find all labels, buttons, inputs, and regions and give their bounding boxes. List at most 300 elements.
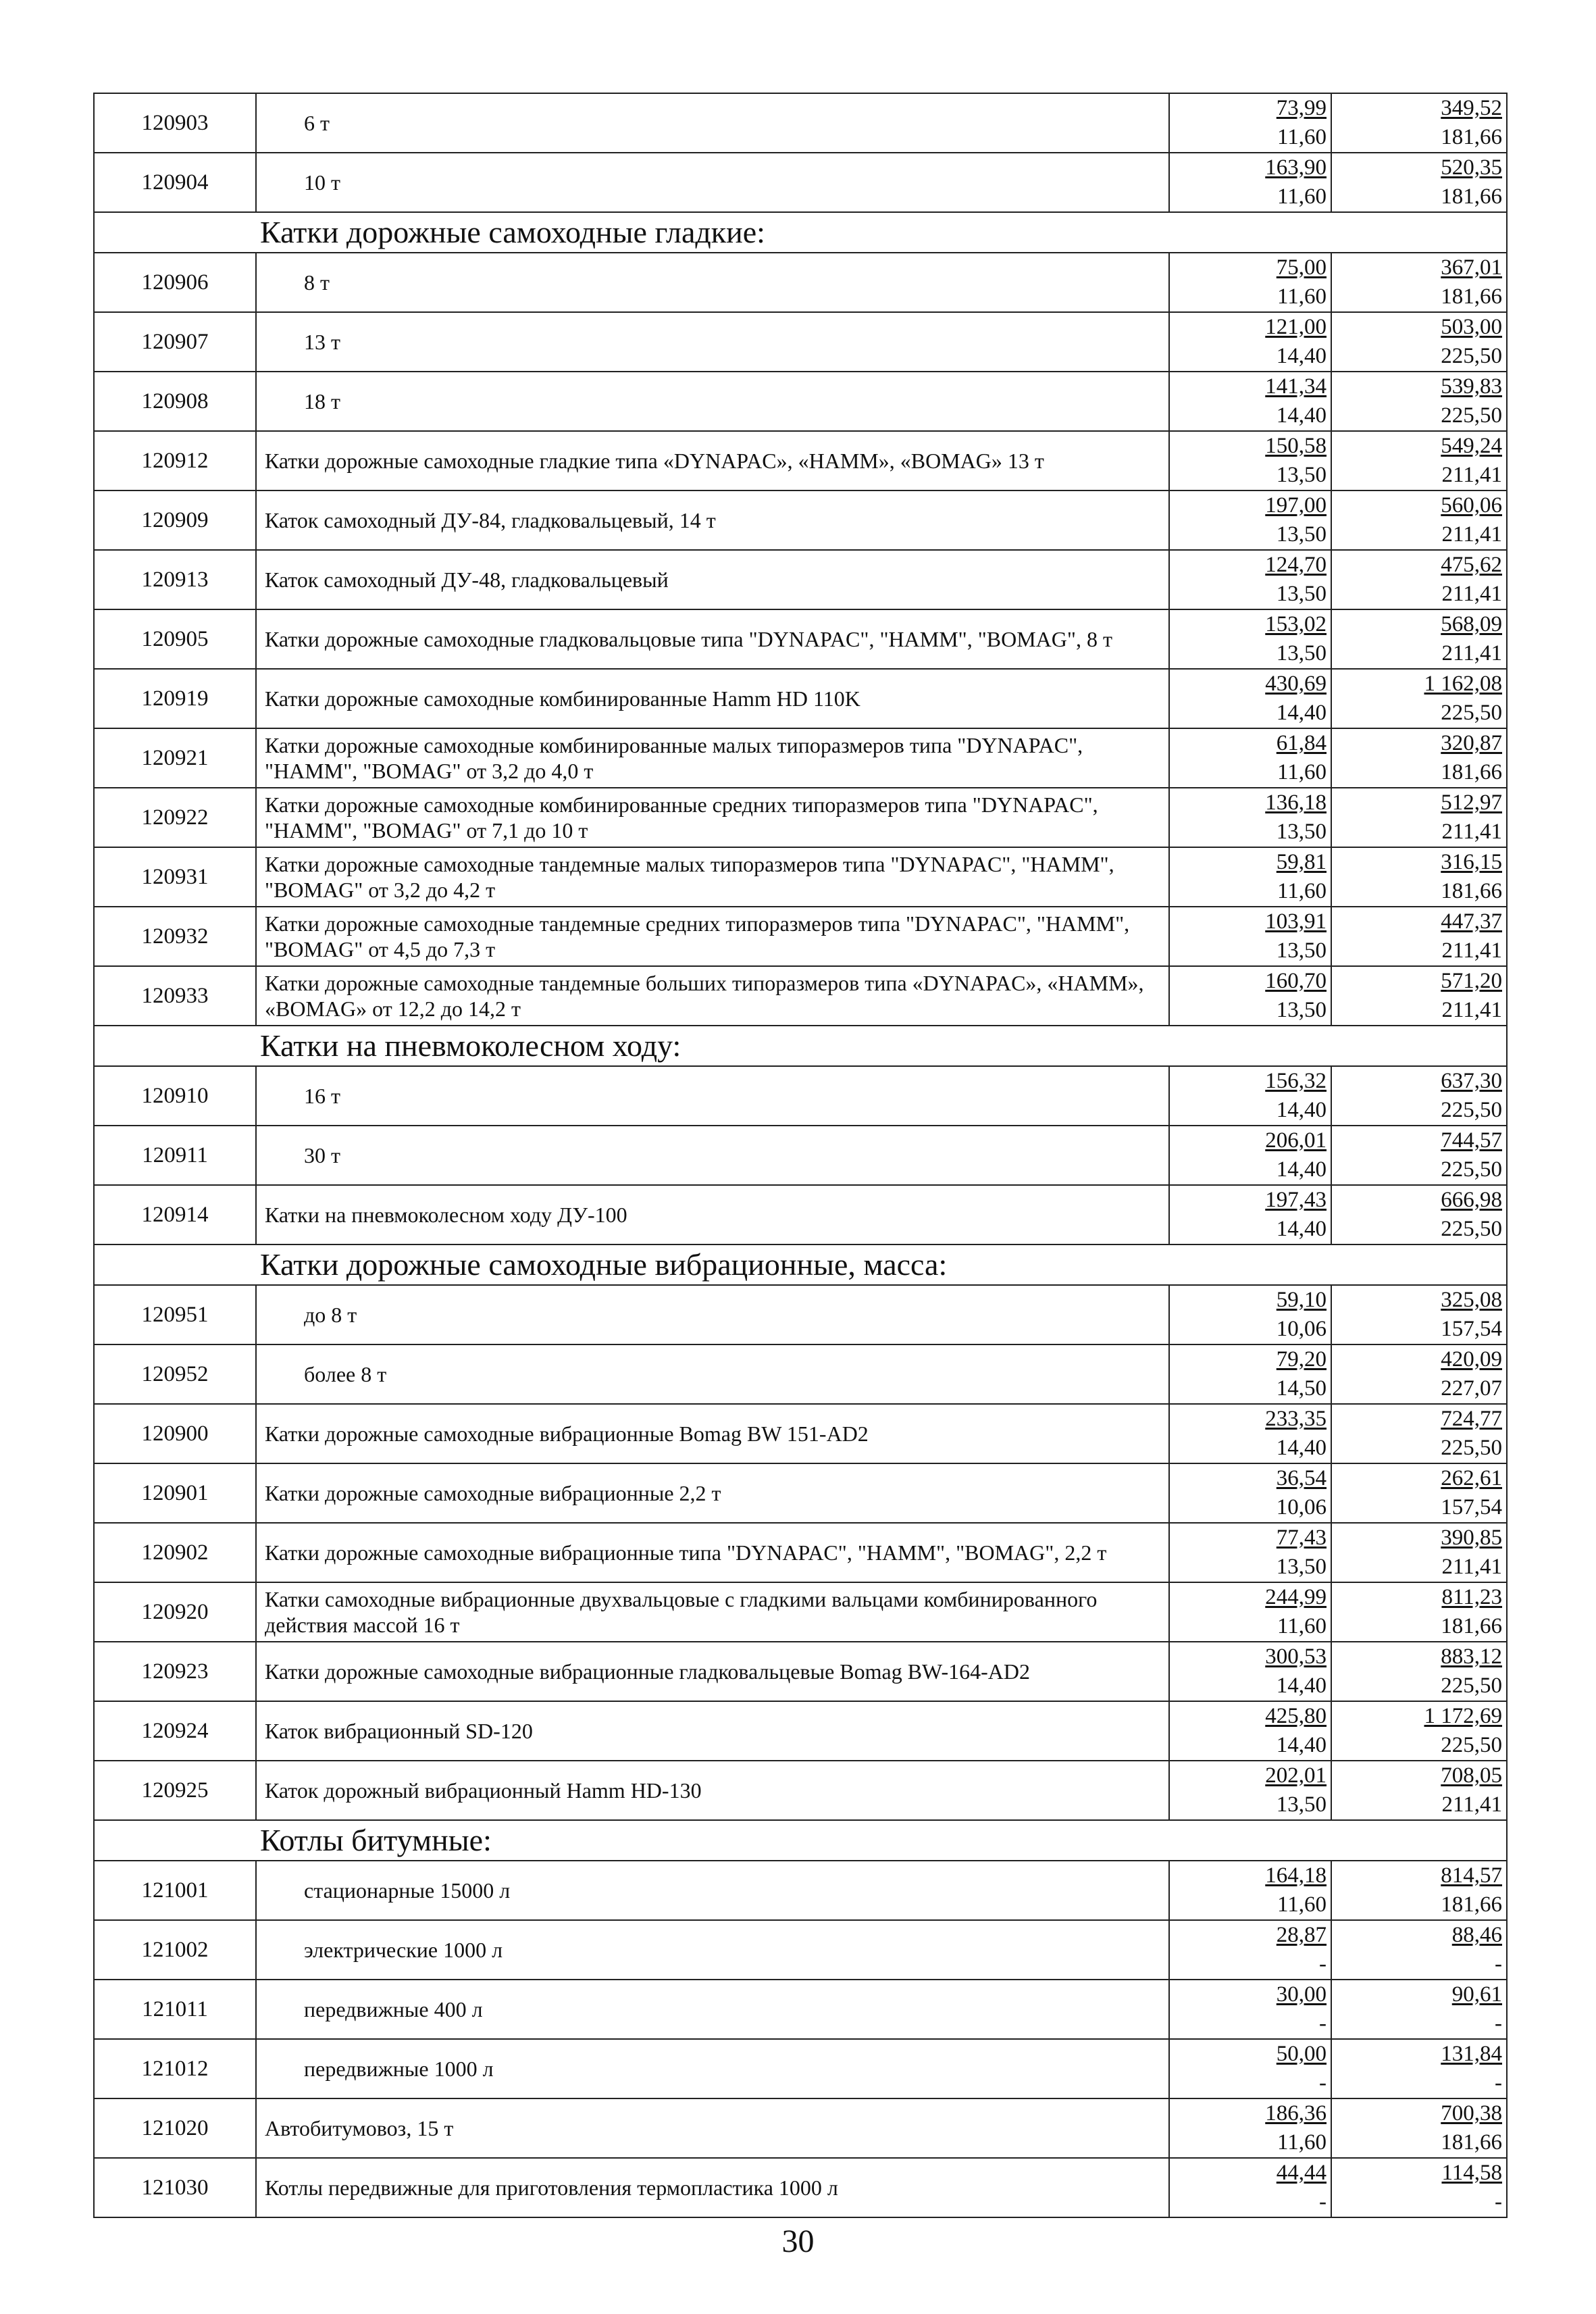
item-code: 121002 bbox=[94, 1920, 256, 1980]
value-top: 520,35 bbox=[1441, 155, 1502, 180]
value-bottom: 225,50 bbox=[1441, 1098, 1502, 1122]
item-code: 120922 bbox=[94, 788, 256, 847]
item-name: Каток дорожный вибрационный Hamm HD-130 bbox=[256, 1761, 1169, 1820]
value-top: 666,98 bbox=[1441, 1188, 1502, 1212]
value-bottom: 211,41 bbox=[1441, 641, 1502, 665]
value-top: 708,05 bbox=[1441, 1763, 1502, 1788]
value-top: 36,54 bbox=[1276, 1466, 1327, 1490]
value-bottom: 181,66 bbox=[1441, 284, 1502, 309]
item-code: 120933 bbox=[94, 966, 256, 1026]
table-row bbox=[94, 491, 1507, 550]
value-bottom: 13,50 bbox=[1276, 582, 1327, 606]
table-row bbox=[94, 669, 1507, 728]
value-bottom: 225,50 bbox=[1441, 701, 1502, 725]
item-name: Катки дорожные самоходные тандемные больших типоразмеров типа «DYNAPAC», «HAMM», «BOMAG» от 12,2 до 14,2 т bbox=[256, 966, 1169, 1026]
cost-column-2 bbox=[1331, 93, 1507, 153]
item-code: 120910 bbox=[94, 1066, 256, 1126]
table-row bbox=[94, 1920, 1507, 1980]
item-code: 120904 bbox=[94, 153, 256, 212]
item-code: 120920 bbox=[94, 1582, 256, 1642]
cost-column-1 bbox=[1169, 2039, 1331, 2098]
cost-column-1 bbox=[1169, 1404, 1331, 1463]
value-bottom: 13,50 bbox=[1276, 522, 1327, 547]
value-bottom: 181,66 bbox=[1441, 1892, 1502, 1917]
item-code: 120914 bbox=[94, 1185, 256, 1244]
page-number: 30 bbox=[781, 2223, 815, 2259]
cost-column-1 bbox=[1169, 669, 1331, 728]
cost-column-1 bbox=[1169, 1285, 1331, 1344]
item-code: 120919 bbox=[94, 669, 256, 728]
item-code: 120923 bbox=[94, 1642, 256, 1701]
value-bottom: 227,07 bbox=[1441, 1376, 1502, 1401]
value-bottom: 225,50 bbox=[1441, 1157, 1502, 1182]
value-bottom: 13,50 bbox=[1276, 998, 1327, 1022]
item-code: 120901 bbox=[94, 1463, 256, 1523]
cost-column-1 bbox=[1169, 93, 1331, 153]
item-code: 120932 bbox=[94, 907, 256, 966]
table-row bbox=[94, 550, 1507, 609]
item-name: Катки на пневмоколесном ходу ДУ-100 bbox=[256, 1185, 1169, 1244]
item-name: Каток самоходный ДУ-84, гладковальцевый, 14 т bbox=[256, 491, 1169, 550]
cost-column-2 bbox=[1331, 1701, 1507, 1761]
value-top: 811,23 bbox=[1441, 1585, 1502, 1609]
value-top: 539,83 bbox=[1441, 374, 1502, 399]
value-top: 197,43 bbox=[1265, 1188, 1327, 1212]
cost-column-2 bbox=[1331, 609, 1507, 669]
value-bottom: 14,40 bbox=[1276, 1157, 1327, 1182]
value-top: 75,00 bbox=[1276, 255, 1327, 280]
section-title: Катки дорожные самоходные гладкие: bbox=[94, 212, 1507, 253]
item-name: передвижные 1000 л bbox=[256, 2039, 1169, 2098]
item-name: Катки самоходные вибрационные двухвальцовые с гладкими вальцами комбинированного действия массой 16 т bbox=[256, 1582, 1169, 1642]
cost-column-1 bbox=[1169, 550, 1331, 609]
cost-column-2 bbox=[1331, 253, 1507, 312]
cost-column-2 bbox=[1331, 1463, 1507, 1523]
value-top: 430,69 bbox=[1265, 672, 1327, 696]
item-name: 16 т bbox=[256, 1066, 1169, 1126]
cost-column-1 bbox=[1169, 253, 1331, 312]
value-bottom: 181,66 bbox=[1441, 1614, 1502, 1638]
cost-column-2 bbox=[1331, 1126, 1507, 1185]
item-name: Катки дорожные самоходные тандемные малых типоразмеров типа "DYNAPAC", "HAMM", "BOMAG" от 3,2 до 4,2 т bbox=[256, 847, 1169, 907]
item-name: 8 т bbox=[256, 253, 1169, 312]
cost-column-1 bbox=[1169, 1642, 1331, 1701]
value-bottom: 211,41 bbox=[1441, 998, 1502, 1022]
item-name: стационарные 15000 л bbox=[256, 1861, 1169, 1920]
value-bottom: 211,41 bbox=[1441, 582, 1502, 606]
value-bottom: 181,66 bbox=[1441, 125, 1502, 149]
item-code: 121012 bbox=[94, 2039, 256, 2098]
value-bottom: 211,41 bbox=[1441, 522, 1502, 547]
cost-column-2 bbox=[1331, 550, 1507, 609]
cost-column-2 bbox=[1331, 966, 1507, 1026]
value-bottom: 11,60 bbox=[1277, 284, 1327, 309]
cost-column-1 bbox=[1169, 2158, 1331, 2217]
value-top: 103,91 bbox=[1265, 909, 1327, 934]
value-top: 549,24 bbox=[1441, 434, 1502, 458]
value-bottom: 13,50 bbox=[1276, 938, 1327, 963]
value-top: 320,87 bbox=[1441, 731, 1502, 755]
item-code: 120913 bbox=[94, 550, 256, 609]
value-top: 156,32 bbox=[1265, 1069, 1327, 1093]
table-row bbox=[94, 1344, 1507, 1404]
table-row bbox=[94, 1066, 1507, 1126]
value-top: 30,00 bbox=[1276, 1982, 1327, 2007]
value-top: 150,58 bbox=[1265, 434, 1327, 458]
cost-column-1 bbox=[1169, 431, 1331, 491]
cost-column-2 bbox=[1331, 1185, 1507, 1244]
value-bottom: 11,60 bbox=[1277, 1614, 1327, 1638]
value-top: 164,18 bbox=[1265, 1863, 1327, 1888]
value-bottom: - bbox=[1319, 2071, 1327, 2095]
value-bottom: 13,50 bbox=[1276, 463, 1327, 487]
table-row bbox=[94, 312, 1507, 372]
value-top: 390,85 bbox=[1441, 1526, 1502, 1550]
cost-column-2 bbox=[1331, 153, 1507, 212]
value-top: 475,62 bbox=[1441, 553, 1502, 577]
cost-column-2 bbox=[1331, 1066, 1507, 1126]
value-top: 316,15 bbox=[1441, 850, 1502, 874]
value-top: 744,57 bbox=[1441, 1128, 1502, 1153]
cost-column-2 bbox=[1331, 2158, 1507, 2217]
value-bottom: 11,60 bbox=[1277, 879, 1327, 903]
table-row bbox=[94, 907, 1507, 966]
value-bottom: 225,50 bbox=[1441, 1217, 1502, 1241]
item-name: Катки дорожные самоходные вибрационные Bomag BW 151-AD2 bbox=[256, 1404, 1169, 1463]
value-top: 121,00 bbox=[1265, 315, 1327, 339]
item-code: 120906 bbox=[94, 253, 256, 312]
item-name: 13 т bbox=[256, 312, 1169, 372]
value-bottom: - bbox=[1495, 2011, 1502, 2036]
section-title: Котлы битумные: bbox=[94, 1820, 1507, 1861]
item-code: 121001 bbox=[94, 1861, 256, 1920]
machinery-price-table bbox=[93, 93, 1508, 2218]
cost-column-1 bbox=[1169, 491, 1331, 550]
value-top: 153,02 bbox=[1265, 612, 1327, 636]
value-top: 367,01 bbox=[1441, 255, 1502, 280]
value-bottom: 10,06 bbox=[1276, 1495, 1327, 1519]
section-title: Катки на пневмоколесном ходу: bbox=[94, 1026, 1507, 1066]
item-code: 120909 bbox=[94, 491, 256, 550]
value-top: 131,84 bbox=[1441, 2042, 1502, 2066]
item-code: 121011 bbox=[94, 1980, 256, 2039]
value-bottom: - bbox=[1495, 2071, 1502, 2095]
value-bottom: 14,40 bbox=[1276, 1674, 1327, 1698]
value-bottom: 11,60 bbox=[1277, 760, 1327, 784]
cost-column-2 bbox=[1331, 1761, 1507, 1820]
cost-column-1 bbox=[1169, 1861, 1331, 1920]
item-code: 120924 bbox=[94, 1701, 256, 1761]
item-code: 120908 bbox=[94, 372, 256, 431]
value-bottom: 225,50 bbox=[1441, 1436, 1502, 1460]
item-name: 10 т bbox=[256, 153, 1169, 212]
value-bottom: 157,54 bbox=[1441, 1317, 1502, 1341]
value-top: 447,37 bbox=[1441, 909, 1502, 934]
cost-column-1 bbox=[1169, 1066, 1331, 1126]
value-top: 262,61 bbox=[1441, 1466, 1502, 1490]
value-bottom: 10,06 bbox=[1276, 1317, 1327, 1341]
table-row bbox=[94, 1285, 1507, 1344]
section-title: Катки дорожные самоходные вибрационные, масса: bbox=[94, 1244, 1507, 1285]
item-name: Катки дорожные самоходные комбинированные малых типоразмеров типа "DYNAPAC", "HAMM", "BOMAG" от 3,2 до 4,0 т bbox=[256, 728, 1169, 788]
table-row bbox=[94, 1701, 1507, 1761]
table-row bbox=[94, 847, 1507, 907]
value-bottom: - bbox=[1495, 2190, 1502, 2214]
table-row bbox=[94, 1185, 1507, 1244]
cost-column-1 bbox=[1169, 153, 1331, 212]
table-row bbox=[94, 966, 1507, 1026]
value-bottom: 181,66 bbox=[1441, 184, 1502, 209]
value-bottom: - bbox=[1319, 2190, 1327, 2214]
value-top: 700,38 bbox=[1441, 2101, 1502, 2126]
cost-column-2 bbox=[1331, 788, 1507, 847]
cost-column-2 bbox=[1331, 1523, 1507, 1582]
value-top: 300,53 bbox=[1265, 1644, 1327, 1669]
value-bottom: 14,40 bbox=[1276, 403, 1327, 428]
value-top: 420,09 bbox=[1441, 1347, 1502, 1372]
item-code: 120907 bbox=[94, 312, 256, 372]
table-body bbox=[94, 93, 1507, 2217]
cost-column-2 bbox=[1331, 907, 1507, 966]
cost-column-2 bbox=[1331, 312, 1507, 372]
value-top: 186,36 bbox=[1265, 2101, 1327, 2126]
value-top: 61,84 bbox=[1276, 731, 1327, 755]
item-code: 120903 bbox=[94, 93, 256, 153]
item-code: 120905 bbox=[94, 609, 256, 669]
cost-column-1 bbox=[1169, 2098, 1331, 2158]
table-row bbox=[94, 1761, 1507, 1820]
value-top: 136,18 bbox=[1265, 790, 1327, 815]
value-top: 814,57 bbox=[1441, 1863, 1502, 1888]
value-bottom: 13,50 bbox=[1276, 1555, 1327, 1579]
table-row bbox=[94, 1582, 1507, 1642]
item-code: 120951 bbox=[94, 1285, 256, 1344]
item-name: Катки дорожные самоходные тандемные средних типоразмеров типа "DYNAPAC", "HAMM", "BOMAG" от 4,5 до 7,3 т bbox=[256, 907, 1169, 966]
value-top: 233,35 bbox=[1265, 1407, 1327, 1431]
table-row bbox=[94, 1404, 1507, 1463]
item-code: 120952 bbox=[94, 1344, 256, 1404]
item-name: 6 т bbox=[256, 93, 1169, 153]
value-bottom: - bbox=[1495, 1952, 1502, 1976]
table-row bbox=[94, 2039, 1507, 2098]
value-bottom: 211,41 bbox=[1441, 1792, 1502, 1817]
cost-column-2 bbox=[1331, 491, 1507, 550]
cost-column-1 bbox=[1169, 907, 1331, 966]
table-row bbox=[94, 253, 1507, 312]
value-bottom: 211,41 bbox=[1441, 463, 1502, 487]
value-bottom: 225,50 bbox=[1441, 1733, 1502, 1757]
item-name: Катки дорожные самоходные гладковальцовые типа "DYNAPAC", "HAMM", "BOMAG", 8 т bbox=[256, 609, 1169, 669]
item-name: Катки дорожные самоходные гладкие типа «DYNAPAC», «HAMM», «BOMAG» 13 т bbox=[256, 431, 1169, 491]
value-top: 50,00 bbox=[1276, 2042, 1327, 2066]
section-header-row bbox=[94, 212, 1507, 253]
value-bottom: 13,50 bbox=[1276, 641, 1327, 665]
cost-column-1 bbox=[1169, 788, 1331, 847]
cost-column-1 bbox=[1169, 609, 1331, 669]
cost-column-1 bbox=[1169, 372, 1331, 431]
item-name: Катки дорожные самоходные комбинированные средних типоразмеров типа "DYNAPAC", "HAMM", "BOMAG" от 7,1 до 10 т bbox=[256, 788, 1169, 847]
value-bottom: 14,50 bbox=[1276, 1376, 1327, 1401]
cost-column-1 bbox=[1169, 1185, 1331, 1244]
cost-column-1 bbox=[1169, 1920, 1331, 1980]
value-bottom: 11,60 bbox=[1277, 2130, 1327, 2155]
value-bottom: 14,40 bbox=[1276, 1733, 1327, 1757]
item-name: более 8 т bbox=[256, 1344, 1169, 1404]
table-row bbox=[94, 1861, 1507, 1920]
value-top: 124,70 bbox=[1265, 553, 1327, 577]
item-name: Катки дорожные самоходные вибрационные гладковальцевые Bomag BW-164-AD2 bbox=[256, 1642, 1169, 1701]
value-top: 244,99 bbox=[1265, 1585, 1327, 1609]
value-bottom: 211,41 bbox=[1441, 820, 1502, 844]
item-name: электрические 1000 л bbox=[256, 1920, 1169, 1980]
cost-column-2 bbox=[1331, 372, 1507, 431]
cost-column-1 bbox=[1169, 1523, 1331, 1582]
table-row bbox=[94, 2158, 1507, 2217]
section-header-row bbox=[94, 1820, 1507, 1861]
value-bottom: 11,60 bbox=[1277, 125, 1327, 149]
item-code: 121030 bbox=[94, 2158, 256, 2217]
value-top: 202,01 bbox=[1265, 1763, 1327, 1788]
cost-column-2 bbox=[1331, 431, 1507, 491]
value-top: 512,97 bbox=[1441, 790, 1502, 815]
value-bottom: 14,40 bbox=[1276, 1217, 1327, 1241]
item-code: 120902 bbox=[94, 1523, 256, 1582]
item-code: 120931 bbox=[94, 847, 256, 907]
table-row bbox=[94, 372, 1507, 431]
cost-column-1 bbox=[1169, 1582, 1331, 1642]
cost-column-2 bbox=[1331, 669, 1507, 728]
value-bottom: 225,50 bbox=[1441, 1674, 1502, 1698]
cost-column-2 bbox=[1331, 1285, 1507, 1344]
value-top: 28,87 bbox=[1276, 1923, 1327, 1947]
table-row bbox=[94, 1463, 1507, 1523]
value-bottom: 13,50 bbox=[1276, 1792, 1327, 1817]
value-top: 90,61 bbox=[1451, 1982, 1502, 2007]
value-top: 560,06 bbox=[1441, 493, 1502, 518]
value-top: 141,34 bbox=[1265, 374, 1327, 399]
value-top: 44,44 bbox=[1276, 2161, 1327, 2185]
value-bottom: 13,50 bbox=[1276, 820, 1327, 844]
value-top: 73,99 bbox=[1276, 96, 1327, 120]
value-top: 325,08 bbox=[1441, 1288, 1502, 1312]
item-name: Автобитумовоз, 15 т bbox=[256, 2098, 1169, 2158]
value-bottom: 14,40 bbox=[1276, 1098, 1327, 1122]
section-header-row bbox=[94, 1244, 1507, 1285]
value-top: 724,77 bbox=[1441, 1407, 1502, 1431]
cost-column-2 bbox=[1331, 1920, 1507, 1980]
value-top: 114,58 bbox=[1441, 2161, 1502, 2185]
table-row bbox=[94, 1523, 1507, 1582]
value-top: 425,80 bbox=[1265, 1704, 1327, 1728]
cost-column-1 bbox=[1169, 1463, 1331, 1523]
value-bottom: 11,60 bbox=[1277, 184, 1327, 209]
value-top: 1 162,08 bbox=[1424, 672, 1502, 696]
item-name: до 8 т bbox=[256, 1285, 1169, 1344]
item-name: Каток самоходный ДУ-48, гладковальцевый bbox=[256, 550, 1169, 609]
value-bottom: 181,66 bbox=[1441, 2130, 1502, 2155]
table-row bbox=[94, 1980, 1507, 2039]
section-header-row bbox=[94, 1026, 1507, 1066]
table-row bbox=[94, 2098, 1507, 2158]
item-code: 120900 bbox=[94, 1404, 256, 1463]
value-top: 568,09 bbox=[1441, 612, 1502, 636]
cost-column-2 bbox=[1331, 1404, 1507, 1463]
value-bottom: 11,60 bbox=[1277, 1892, 1327, 1917]
value-top: 206,01 bbox=[1265, 1128, 1327, 1153]
value-top: 503,00 bbox=[1441, 315, 1502, 339]
value-bottom: 211,41 bbox=[1441, 1555, 1502, 1579]
table-row bbox=[94, 728, 1507, 788]
cost-column-1 bbox=[1169, 1761, 1331, 1820]
value-top: 160,70 bbox=[1265, 969, 1327, 993]
value-bottom: 14,40 bbox=[1276, 344, 1327, 368]
cost-column-1 bbox=[1169, 1126, 1331, 1185]
item-code: 120921 bbox=[94, 728, 256, 788]
cost-column-1 bbox=[1169, 312, 1331, 372]
cost-column-1 bbox=[1169, 1344, 1331, 1404]
value-top: 637,30 bbox=[1441, 1069, 1502, 1093]
value-bottom: 225,50 bbox=[1441, 403, 1502, 428]
cost-column-2 bbox=[1331, 1861, 1507, 1920]
cost-column-1 bbox=[1169, 966, 1331, 1026]
value-top: 88,46 bbox=[1451, 1923, 1502, 1947]
cost-column-2 bbox=[1331, 1980, 1507, 2039]
cost-column-2 bbox=[1331, 847, 1507, 907]
item-name: 18 т bbox=[256, 372, 1169, 431]
item-name: Каток вибрационный SD-120 bbox=[256, 1701, 1169, 1761]
item-code: 120925 bbox=[94, 1761, 256, 1820]
table-row bbox=[94, 93, 1507, 153]
table-row bbox=[94, 153, 1507, 212]
value-bottom: 225,50 bbox=[1441, 344, 1502, 368]
cost-column-1 bbox=[1169, 728, 1331, 788]
value-top: 883,12 bbox=[1441, 1644, 1502, 1669]
cost-column-2 bbox=[1331, 2098, 1507, 2158]
value-bottom: 14,40 bbox=[1276, 701, 1327, 725]
value-top: 571,20 bbox=[1441, 969, 1502, 993]
value-top: 349,52 bbox=[1441, 96, 1502, 120]
cost-column-2 bbox=[1331, 1642, 1507, 1701]
item-name: Котлы передвижные для приготовления термопластика 1000 л bbox=[256, 2158, 1169, 2217]
item-code: 121020 bbox=[94, 2098, 256, 2158]
item-name: Катки дорожные самоходные комбинированные Hamm HD 110K bbox=[256, 669, 1169, 728]
item-name: передвижные 400 л bbox=[256, 1980, 1169, 2039]
value-top: 1 172,69 bbox=[1424, 1704, 1502, 1728]
cost-column-2 bbox=[1331, 1344, 1507, 1404]
table-row bbox=[94, 1642, 1507, 1701]
value-bottom: 181,66 bbox=[1441, 879, 1502, 903]
item-code: 120911 bbox=[94, 1126, 256, 1185]
table-row bbox=[94, 431, 1507, 491]
cost-column-2 bbox=[1331, 728, 1507, 788]
value-bottom: 211,41 bbox=[1441, 938, 1502, 963]
item-code: 120912 bbox=[94, 431, 256, 491]
table-row bbox=[94, 788, 1507, 847]
value-top: 163,90 bbox=[1265, 155, 1327, 180]
value-top: 79,20 bbox=[1276, 1347, 1327, 1372]
cost-column-2 bbox=[1331, 2039, 1507, 2098]
value-bottom: 181,66 bbox=[1441, 760, 1502, 784]
value-bottom: - bbox=[1319, 2011, 1327, 2036]
value-top: 77,43 bbox=[1276, 1526, 1327, 1550]
value-bottom: - bbox=[1319, 1952, 1327, 1976]
cost-column-1 bbox=[1169, 1701, 1331, 1761]
item-name: 30 т bbox=[256, 1126, 1169, 1185]
item-name: Катки дорожные самоходные вибрационные 2,2 т bbox=[256, 1463, 1169, 1523]
value-top: 59,81 bbox=[1276, 850, 1327, 874]
value-top: 197,00 bbox=[1265, 493, 1327, 518]
value-top: 59,10 bbox=[1276, 1288, 1327, 1312]
